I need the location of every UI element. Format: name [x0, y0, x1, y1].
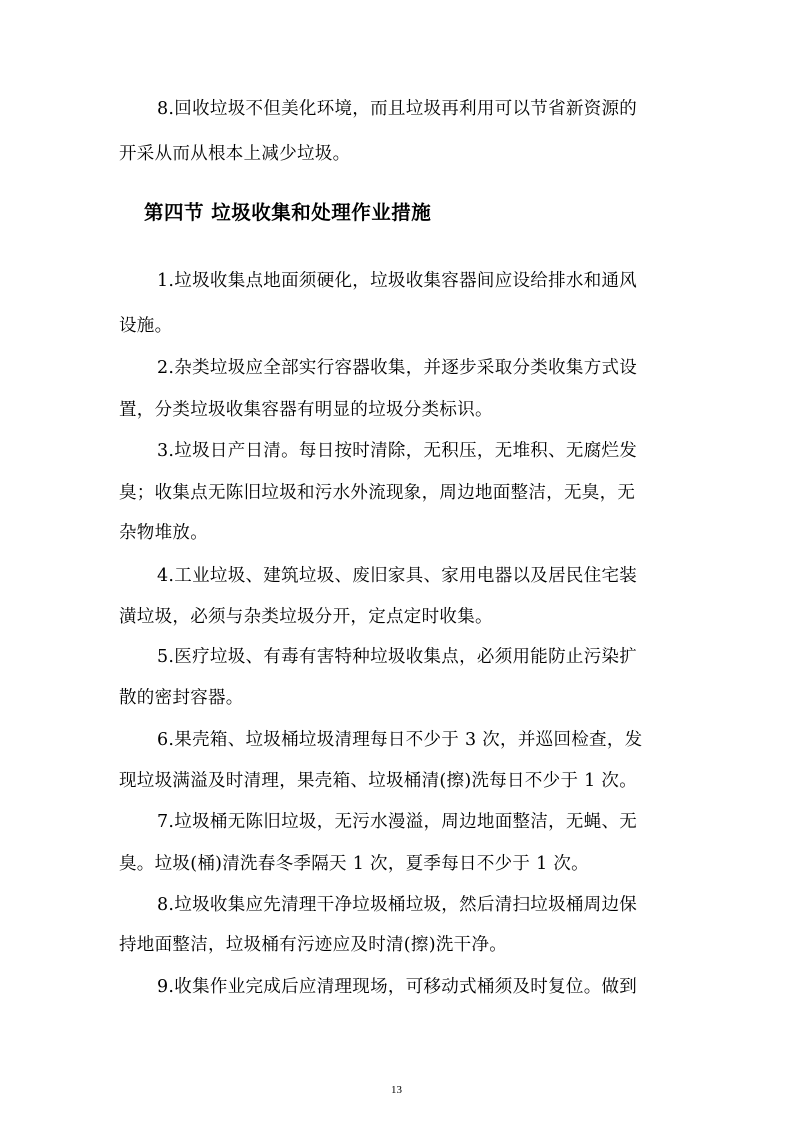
list-item-line: 潢垃圾，必须与杂类垃圾分开，定点定时收集。: [119, 607, 493, 627]
list-item-line: 4.工业垃圾、建筑垃圾、废旧家具、家用电器以及居民住宅装: [157, 566, 638, 586]
list-item-line: 5.医疗垃圾、有毒有害特种垃圾收集点，必须用能防止污染扩: [157, 647, 638, 667]
list-item-line: 置，分类垃圾收集容器有明显的垃圾分类标识。: [119, 400, 493, 420]
list-item-line: 设施。: [119, 316, 173, 336]
list-item-line: 6.果壳箱、垃圾桶垃圾清理每日不少于 3 次，并巡回检查，发: [157, 730, 643, 750]
list-item-line: 持地面整洁，垃圾桶有污迹应及时清(擦)洗干净。: [119, 935, 508, 955]
list-item-line: 现垃圾满溢及时清理，果壳箱、垃圾桶清(擦)洗每日不少于 1 次。: [119, 771, 638, 791]
list-item-line: 1.垃圾收集点地面须硬化，垃圾收集容器间应设给排水和通风: [157, 271, 638, 291]
section-heading: 第四节 垃圾收集和处理作业措施: [144, 201, 432, 224]
list-item-line: 臭。垃圾(桶)清洗春冬季隔天 1 次，夏季每日不少于 1 次。: [119, 854, 589, 874]
list-item-line: 杂物堆放。: [119, 523, 208, 543]
paragraph-line: 开采从而从根本上减少垃圾。: [119, 144, 351, 164]
list-item-line: 散的密封容器。: [119, 688, 244, 708]
paragraph-line: 8.回收垃圾不但美化环境，而且垃圾再利用可以节省新资源的: [157, 99, 638, 119]
list-item-line: 2.杂类垃圾应全部实行容器收集，并逐步采取分类收集方式设: [157, 358, 638, 378]
list-item-line: 3.垃圾日产日清。每日按时清除，无积压，无堆积、无腐烂发: [157, 441, 638, 461]
page-number: 13: [391, 1084, 402, 1096]
list-item-line: 臭；收集点无陈旧垃圾和污水外流现象，周边地面整洁，无臭，无: [119, 483, 636, 503]
list-item-line: 8.垃圾收集应先清理干净垃圾桶垃圾，然后清扫垃圾桶周边保: [157, 895, 638, 915]
list-item-line: 7.垃圾桶无陈旧垃圾，无污水漫溢，周边地面整洁，无蝇、无: [157, 812, 638, 832]
list-item-line: 9.收集作业完成后应清理现场，可移动式桶须及时复位。做到: [157, 977, 638, 997]
